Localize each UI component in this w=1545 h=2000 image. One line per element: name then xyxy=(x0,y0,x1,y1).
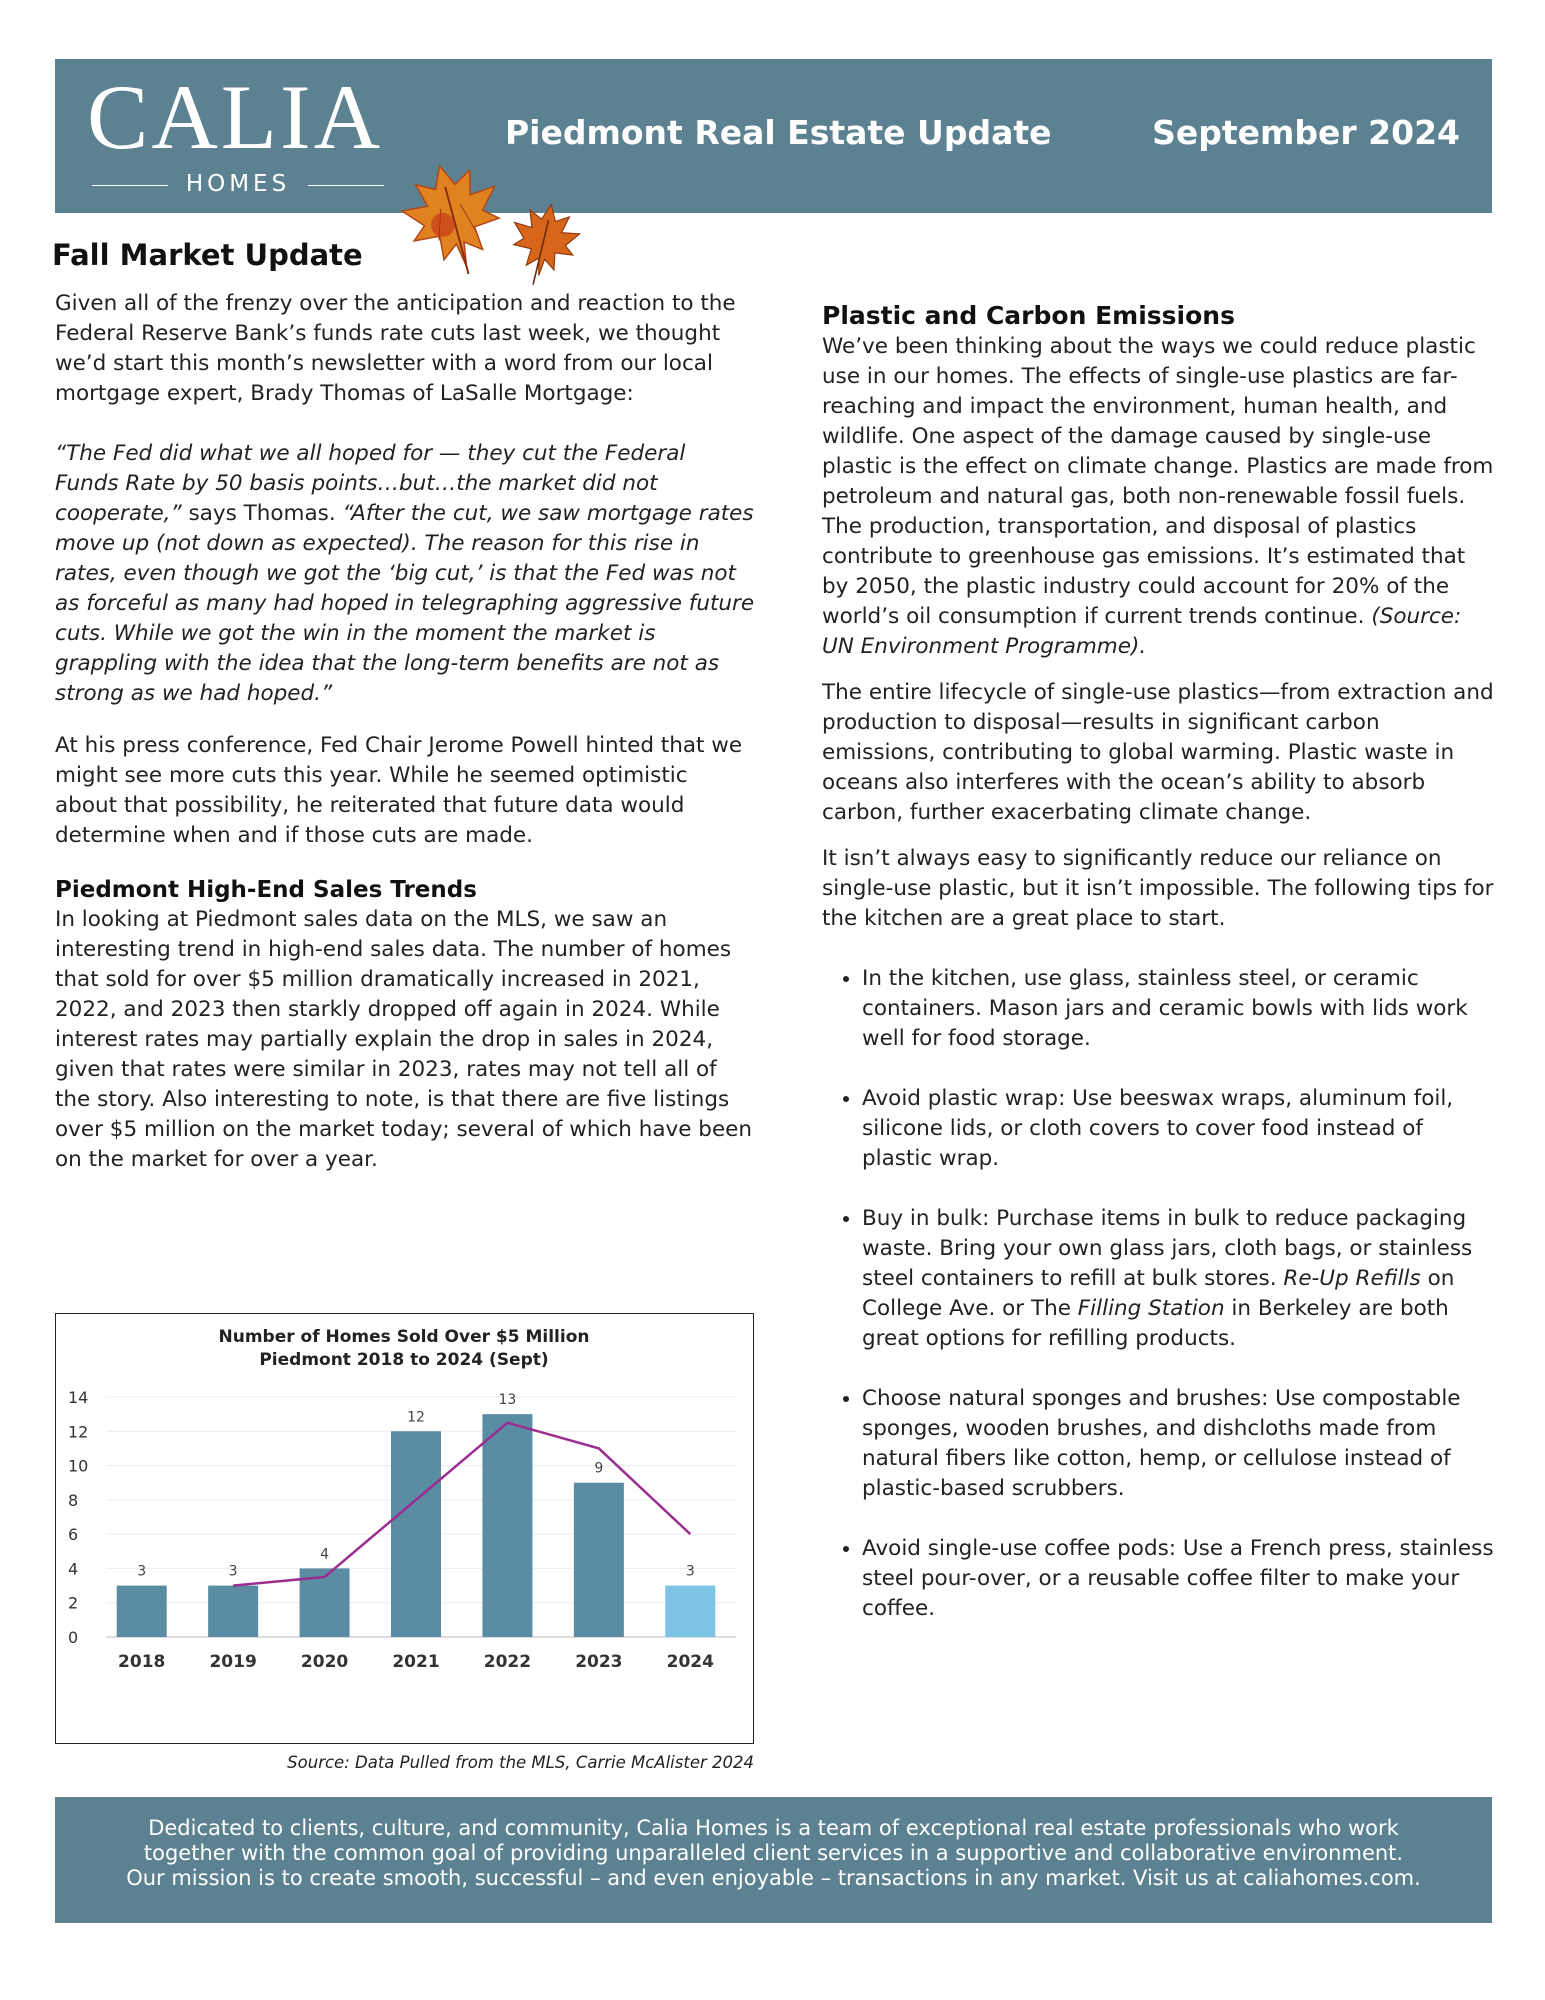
chart-y-tick-label: 2 xyxy=(68,1593,79,1613)
chart-y-tick-label: 4 xyxy=(68,1559,79,1579)
chart-bar xyxy=(117,1586,167,1637)
chart-x-tick-label: 2019 xyxy=(209,1652,257,1672)
quote-part-2: “After the cut, we saw mortgage rates move up (not down as expected). The reason for this rise in rates, even though we got the ‘big cut,’ is that the Fed was not as forceful as many had hoped in telegraphing aggressive future cuts. While we got the win in the moment the market is grappling with the idea that the long-term benefits are not as strong as we had hoped.” xyxy=(55,501,755,706)
quote-part-1: “The Fed did what we all hoped for — they cut the Federal Funds Rate by 50 basis points…but…the market did not cooperate,” xyxy=(55,441,686,526)
chart-x-tick-label: 2018 xyxy=(118,1652,166,1672)
tip-3-text-a: Buy in bulk: Purchase items in bulk to reduce packaging waste. Bring your own glass jars, cloth bags, or stainless steel containers to refill at bulk stores. xyxy=(862,1206,1473,1291)
chart-data-label: 13 xyxy=(498,1392,517,1409)
plastic-paragraph-1-source: (Source: UN Environment Programme). xyxy=(822,604,1462,659)
chart-x-tick-label: 2023 xyxy=(575,1652,623,1672)
footer-line-1: Dedicated to clients, culture, and community, Calia Homes is a team of exceptional real estate professionals who work xyxy=(148,1816,1399,1840)
tip-3-store-1: Re-Up Refills xyxy=(1283,1266,1421,1291)
chart-x-tick-label: 2020 xyxy=(300,1652,349,1672)
logo-rule-right xyxy=(308,185,384,186)
chart-x-tick-label: 2021 xyxy=(392,1652,440,1672)
tip-item: • Avoid plastic wrap: Use beeswax wraps, aluminum foil, silicone lids, or cloth covers to cover food instead of plastic wrap. xyxy=(862,1084,1494,1174)
chart-bar xyxy=(482,1414,532,1637)
plastic-paragraph-1 xyxy=(822,332,1494,662)
chart-y-tick-label: 14 xyxy=(68,1388,89,1407)
right-column xyxy=(822,300,1494,1654)
chart-y-tick-label: 6 xyxy=(68,1525,79,1545)
tip-item: • Choose natural sponges and brushes: Use compostable sponges, wooden brushes, and dishcloths made from natural fibers like cotton, hemp, or cellulose instead of plastic-based scrubbers. xyxy=(862,1384,1494,1504)
logo-wordmark: CALIA xyxy=(87,66,384,168)
chart-bar xyxy=(665,1586,715,1637)
newsletter-title: Piedmont Real Estate Update xyxy=(505,113,1052,152)
tip-item: • Avoid single-use coffee pods: Use a French press, stainless steel pour-over, or a reusable coffee filter to make your coffee. xyxy=(862,1534,1494,1624)
chart-data-label: 12 xyxy=(407,1409,425,1426)
chart-bar xyxy=(391,1431,441,1637)
sales-chart-svg xyxy=(56,1314,752,1742)
tip-item: • In the kitchen, use glass, stainless steel, or ceramic containers. Mason jars and ceramic bowls with lids work well for food storage. xyxy=(862,964,1494,1054)
chart-source-note: Source: Data Pulled from the MLS, Carrie McAlister 2024 xyxy=(287,1753,754,1772)
quote-attribution: says Thomas. xyxy=(181,501,343,526)
quote-paragraph xyxy=(55,439,755,709)
chart-data-label: 4 xyxy=(320,1546,330,1563)
chart-data-label: 9 xyxy=(594,1460,604,1477)
chart-title-line-2: Piedmont 2018 to 2024 (Sept) xyxy=(259,1350,549,1370)
plastic-paragraph-3: It isn’t always easy to significantly reduce our reliance on single-use plastic, but it isn’t impossible. The following tips for the kitchen are a great place to start. xyxy=(822,846,1494,931)
chart-data-label: 3 xyxy=(228,1563,238,1580)
chart-y-tick-label: 12 xyxy=(68,1422,89,1442)
section-heading-plastic: Plastic and Carbon Emissions xyxy=(822,301,1235,330)
chart-x-tick-label: 2022 xyxy=(483,1652,532,1672)
chart-y-tick-label: 8 xyxy=(68,1490,79,1510)
chart-title-line-1: Number of Homes Sold Over $5 Million xyxy=(218,1327,590,1347)
footer-line-3: Our mission is to create smooth, successful – and even enjoyable – transactions in any market. Visit us at caliahomes.com. xyxy=(126,1866,1421,1890)
left-column xyxy=(52,235,755,1175)
chart-bar xyxy=(208,1586,258,1637)
intro-paragraph: Given all of the frenzy over the anticipation and reaction to the Federal Reserve Bank’s funds rate cuts last week, we thought we’d start this month’s newsletter with a word from our local mortgage expert, Brady Thomas of LaSalle Mortgage: xyxy=(55,291,736,406)
plastic-paragraph-1-text: We’ve been thinking about the ways we could reduce plastic use in our homes. The effects of single-use plastics are far-reaching and impact the environment, human health, and wildlife. One aspect of the damage caused by single-use plastic is the effect on climate change. Plastics are made from petroleum and natural gas, both non-renewable fossil fuels. The production, transportation, and disposal of plastics contribute to greenhouse gas emissions. It’s estimated that by 2050, the plastic industry could account for 20% of the world’s oil consumption if current trends continue. xyxy=(822,334,1494,629)
newsletter-header xyxy=(55,59,1492,213)
newsletter-date: September 2024 xyxy=(1152,113,1460,152)
sales-paragraph: In looking at Piedmont sales data on the MLS, we saw an interesting trend in high-end sales data. The number of homes that sold for over $5 million dramatically increased in 2021, 2022, and 2023 then starkly dropped off again in 2024. While interest rates may partially explain the drop in sales in 2024, given that rates were similar in 2023, rates may not tell all of the story. Also interesting to note, is that there are five listings over $5 million on the market today; several of which have been on the market for over a year. xyxy=(55,907,753,1172)
chart-bar xyxy=(574,1483,624,1637)
tip-3-text-c: on College Ave. or The xyxy=(862,1266,1455,1321)
footer-line-2: together with the common goal of providing unparalleled client services in a supportive and collaborative environment. xyxy=(143,1841,1404,1865)
plastic-paragraph-2: The entire lifecycle of single-use plastics—from extraction and production to disposal—results in significant carbon emissions, contributing to global warming. Plastic waste in oceans also interferes with the ocean’s ability to absorb carbon, further exacerbating climate change. xyxy=(822,680,1494,825)
chart-data-label: 3 xyxy=(137,1563,147,1580)
logo-subtitle: HOMES xyxy=(185,171,291,197)
chart-data-label: 3 xyxy=(685,1563,695,1580)
chart-x-tick-label: 2024 xyxy=(666,1652,714,1672)
tip-3-store-2: Filling Station xyxy=(1077,1296,1225,1321)
logo-subtitle-wrap xyxy=(92,171,384,201)
mission-footer xyxy=(55,1797,1492,1923)
sales-chart xyxy=(55,1313,754,1744)
section-heading-sales-trends: Piedmont High-End Sales Trends xyxy=(55,877,477,903)
powell-paragraph: At his press conference, Fed Chair Jerome Powell hinted that we might see more cuts this year. While he seemed optimistic about that possibility, he reiterated that future data would determine when and if those cuts are made. xyxy=(55,733,743,848)
tip-item xyxy=(862,1204,1494,1354)
chart-bars xyxy=(117,1414,716,1637)
chart-y-axis xyxy=(68,1388,88,1647)
chart-x-axis xyxy=(118,1652,714,1672)
tip-3-text-e: in Berkeley are both great options for refilling products. xyxy=(862,1296,1449,1351)
kitchen-tips-list xyxy=(822,964,1494,1624)
chart-y-tick-label: 10 xyxy=(68,1456,89,1476)
chart-y-tick-label: 0 xyxy=(68,1628,79,1647)
section-heading-fall-market: Fall Market Update xyxy=(52,238,363,272)
